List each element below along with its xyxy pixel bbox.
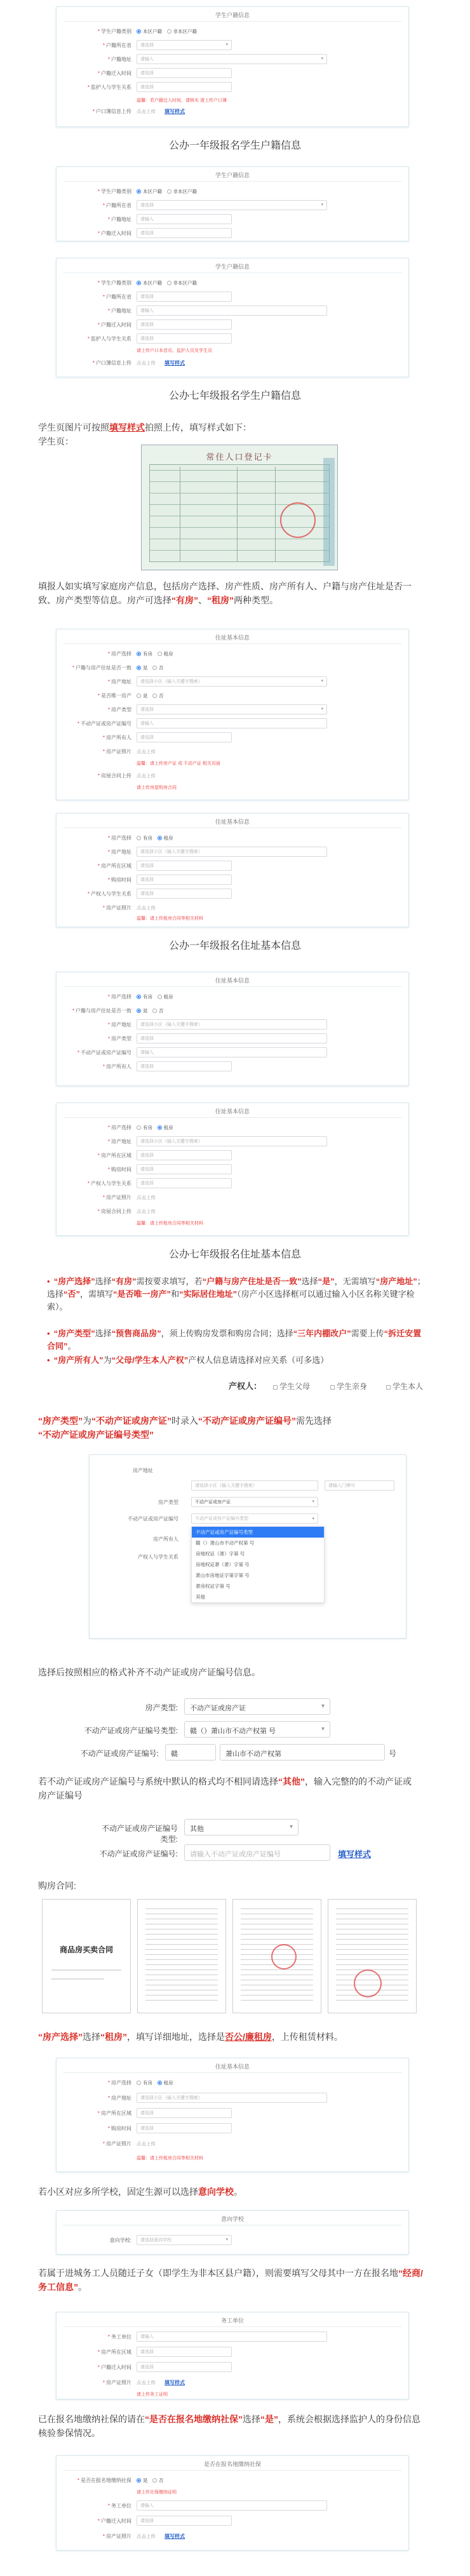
owner-label: 产权人：	[229, 1381, 262, 1391]
field-label: * 不动产证或房产证编号	[57, 720, 131, 727]
field-label: * 户籍迁入时间	[57, 230, 131, 237]
field-label: * 户籍所在省	[57, 202, 131, 209]
text-input[interactable]: 请输入	[137, 305, 327, 316]
cert-type-label: 不动产证或房产证编号类型:	[84, 1726, 178, 1735]
card-title: 住址基本信息	[215, 819, 250, 825]
work-para: 若属于进城务工人员随迁子女（即学生为非本区县户籍），则需要填写父母其中一方在报名地“经商/务工信息”。	[38, 2268, 423, 2292]
property-radio[interactable]: 有房 租房	[137, 835, 173, 842]
card-title: 住址基本信息	[215, 1108, 250, 1115]
type-select[interactable]: 请选择 ▾	[137, 704, 327, 714]
upload-text[interactable]: 点击上传	[137, 749, 156, 755]
dropdown-option[interactable]: 其他	[196, 1594, 205, 1600]
type-select[interactable]: 不动产证或房产证 ▾	[191, 1497, 318, 1507]
field-label: * 房产所有人	[57, 1063, 131, 1070]
field-label: * 房产所有人	[57, 734, 131, 741]
field-label: * 房产地址	[57, 1138, 131, 1145]
field-label: 房产类型	[158, 1499, 178, 1505]
caption: 公办一年级报名住址基本信息	[168, 941, 301, 951]
card-title: 意向学校	[220, 2216, 244, 2222]
cert-type-dropdown	[191, 1526, 325, 1603]
student-page-para: 学生页图片可按照填写样式拍照上传，填写样式如下： 学生页：	[38, 422, 252, 446]
chevron-down-icon: ▾	[225, 43, 228, 47]
upload-text[interactable]: 点击上传	[137, 1209, 156, 1214]
cert-prefix-input[interactable]: 赣	[165, 1744, 216, 1761]
owner-checkbox-parents[interactable]: 学生父母	[273, 1381, 310, 1392]
text-input[interactable]: 请输入	[137, 214, 232, 224]
card-title: 住址基本信息	[215, 977, 250, 984]
contract-page-image	[328, 1899, 417, 2013]
owner-select[interactable]: 请选择	[137, 732, 232, 742]
field-label: * 户籍地址	[57, 216, 131, 223]
hint-text: 请上传社保缴纳证明	[137, 2490, 177, 2495]
household-radio[interactable]: 本区户籍 非本区户籍	[137, 188, 197, 195]
sample-link[interactable]: 填写样式	[164, 109, 185, 114]
type-para: “房产类型”为“不动产证或房产证”时录入“不动产证或房产证编号”需先选择 “不动产证或房产证编号类型”	[38, 1416, 332, 1440]
field-label: * 房产证照片	[57, 2140, 131, 2147]
field-label: * 户籍地址	[57, 56, 131, 63]
field-label: * 购房时间	[57, 1166, 131, 1173]
sample-link[interactable]: 填写样式	[164, 2533, 185, 2539]
date-input[interactable]: 请选择	[137, 2123, 232, 2133]
field-label: 意向学校:	[109, 2237, 131, 2243]
sample-link[interactable]: 填写样式	[109, 422, 145, 433]
other-para: 若不动产证或房产证编号与系统中默认的格式均不相同请选择“其他”，输入完整的的不动产证或房产证编号	[38, 1776, 412, 1801]
cert-input[interactable]: 请输入	[137, 1047, 327, 1057]
field-label: * 房屋合同上传	[57, 1208, 131, 1215]
field-label: * 务工单位	[57, 2333, 131, 2340]
chevron-down-icon: ▾	[289, 1823, 293, 1830]
field-label: * 户口簿信息上传	[57, 359, 131, 366]
seal-stamp-icon	[354, 1969, 382, 1997]
property-radio[interactable]: 有房 租房	[137, 1124, 173, 1131]
field-label: * 房产所在区域	[57, 2110, 131, 2117]
other-type-select[interactable]: 其他 ▾	[184, 1819, 299, 1835]
field-label: * 户籍迁入时间	[57, 70, 131, 77]
form-card-rent	[56, 2058, 409, 2172]
date-input[interactable]: 请选择	[137, 875, 232, 885]
field-label: * 房屋合同上传	[57, 772, 131, 779]
upload-text[interactable]: 点击上传	[137, 773, 156, 779]
card-title: 住址基本信息	[215, 634, 250, 641]
area-select[interactable]: 请选择	[137, 1150, 232, 1160]
hint-text: 温馨：请上传房产证 或 不动产证 相关页面	[137, 761, 220, 766]
hukou-card-image	[141, 445, 338, 570]
other-no-label: 不动产证或房产证编号:	[99, 1849, 178, 1858]
field-label: 房产所有人	[153, 1536, 178, 1542]
select-input[interactable]: 请选择	[137, 82, 232, 92]
field-label: * 户口簿信息上传	[57, 108, 131, 115]
bullet-property-type: • “房产类型”选择“预售商品房”，须上传购房发票和购房合同；选择“三年内棚改户”需要上传“拆迁安置合同”。	[47, 1329, 422, 1351]
field-label: * 房产所在区域	[57, 862, 131, 869]
hint-text: 请上传房屋购房合同	[137, 786, 177, 790]
form-card-grade1-household-2	[56, 166, 409, 241]
area-select[interactable]: 请选择	[137, 861, 232, 871]
sample-link[interactable]: 填写样式	[164, 2380, 185, 2385]
field-label: * 房产证照片	[57, 1194, 131, 1201]
card-title: 学生户籍信息	[215, 264, 250, 270]
bullet-property-select: • “房产选择”选择“有房”需按要求填写，若“户籍与房产住址是否一致”选择“是”，无需填写“房产地址”；选择“否”，需填写“是否唯一房产”和“实际居住地址”（房产小区选择框可以通过输入小区名称关键字检索）。	[47, 1277, 426, 1311]
type-label: 房产类型:	[145, 1703, 178, 1712]
date-input[interactable]: 请选择	[137, 319, 232, 330]
field-label: 房产地址	[133, 1468, 153, 1473]
field-label: * 房产所在区域	[57, 2349, 131, 2356]
contract-cover-image	[42, 1899, 131, 2013]
form-card-grade7-residence-2	[56, 1103, 409, 1236]
address-select[interactable]: 请选择小区（输入关键字搜索）	[137, 1136, 327, 1146]
field-label: * 房产选择	[57, 993, 131, 1000]
upload-text[interactable]: 点击上传	[137, 360, 156, 366]
date-input[interactable]: 请选择	[137, 228, 232, 238]
dropdown-option[interactable]: 房地权证（萧）字第 号	[196, 1551, 245, 1557]
cert-input[interactable]: 请输入	[137, 718, 327, 728]
card-title: 学生户籍信息	[215, 12, 250, 18]
hukou-title: 常住人口登记卡	[206, 452, 273, 462]
field-label: * 房产地址	[57, 2095, 131, 2102]
property-radio[interactable]: 有房 租房	[137, 993, 173, 1000]
match-radio[interactable]: 是 否	[137, 1007, 164, 1014]
owner-checkbox-relative[interactable]: 学生亲身	[330, 1381, 367, 1392]
field-label: * 房产证照片	[57, 748, 131, 755]
field-label: * 房产选择	[57, 835, 131, 842]
form-card-grade7-residence	[56, 972, 409, 1086]
hint-text: 请上传户口本首页、监护人页及学生页	[137, 349, 212, 353]
field-label: * 房产证照片	[57, 904, 131, 911]
field-label: * 户籍与房产住址是否一致	[57, 664, 131, 671]
card-title: 学生户籍信息	[215, 172, 250, 178]
field-label: * 产权人与学生关系	[57, 1180, 131, 1187]
select-input[interactable]: 请选择 ▾	[137, 40, 232, 50]
hint-text: 温馨：请上传租房合同等相关材料	[137, 916, 203, 921]
field-label: * 房产地址	[57, 678, 131, 685]
sample-link[interactable]: 填写样式	[164, 360, 185, 366]
field-label: 不动产证或房产证编号	[128, 1516, 178, 1522]
area-select[interactable]: 请选择	[137, 2108, 232, 2118]
field-label: * 监护人与学生关系	[57, 335, 131, 342]
address-select[interactable]: 请选择小区（输入关键字搜索）	[191, 1480, 318, 1491]
select-para: 选择后按照相应的格式补齐不动产证或房产证编号信息。	[38, 1667, 260, 1677]
divider	[63, 21, 402, 22]
form-card-work	[56, 2312, 409, 2399]
household-radio[interactable]: 本区户籍 非本区户籍	[137, 279, 197, 286]
cert-suffix: 号	[389, 1749, 397, 1758]
dropdown-screenshot	[89, 1454, 406, 1639]
field-label: * 务工单位	[57, 2502, 131, 2509]
field-label: * 学生户籍类别	[57, 28, 131, 35]
chevron-down-icon: ▾	[321, 1726, 325, 1733]
form-card-grade1-household	[56, 6, 409, 127]
form-card-grade7-household	[56, 258, 409, 377]
field-label: * 户籍迁入时间	[57, 2518, 131, 2525]
form-card-grade1-residence-2	[56, 813, 409, 927]
chevron-down-icon: ▾	[321, 1703, 325, 1710]
upload-text[interactable]: 点击上传	[137, 2141, 156, 2147]
work-unit-input[interactable]: 请输入	[137, 2331, 327, 2342]
hint-text: 温馨：若户籍迁入时间，请核实 请上传户口簿	[137, 98, 227, 103]
contract-doc-title: 商品房买卖合同	[59, 1945, 113, 1954]
field-label: * 户籍迁入时间	[57, 321, 131, 328]
social-radio[interactable]: 是 否	[137, 2477, 164, 2484]
dropdown-option[interactable]: 萧山市房地证字第字第 号	[196, 1573, 250, 1578]
dropdown-option[interactable]: 萧房权证字第 号	[196, 1583, 231, 1589]
date-input[interactable]: 请选择	[137, 1164, 232, 1174]
dropdown-option[interactable]: 房地权证萧（萧）字第 号	[196, 1562, 250, 1567]
address-select[interactable]: 请选择小区（输入关键字搜索）	[137, 2093, 327, 2103]
other-type-label: 不动产证或房产证编号类型:	[101, 1824, 178, 1844]
chevron-down-icon: ▾	[321, 57, 323, 61]
cert-type-select[interactable]: 赣（）萧山市不动产权第 号 ▾	[184, 1721, 330, 1738]
field-label: * 房产证照片	[57, 2533, 131, 2540]
field-label: * 不动产证或房产证编号	[57, 1049, 131, 1056]
upload-text[interactable]: 点击上传	[137, 2533, 156, 2539]
date-input[interactable]: 请选择	[137, 2362, 232, 2372]
field-label: * 户籍迁入时间	[57, 2364, 131, 2371]
caption: 公办七年级报名住址基本信息	[168, 1249, 301, 1260]
field-label: * 房产地址	[57, 849, 131, 855]
field-label: * 房产选择	[57, 650, 131, 657]
form-card-grade1-residence	[56, 629, 409, 800]
field-label: * 学生户籍类别	[57, 279, 131, 286]
contract-page-image	[137, 1899, 226, 2013]
field-label: * 购房时间	[57, 876, 131, 883]
field-label: * 户籍所在省	[57, 42, 131, 49]
hint-text: 请上传务工证明	[137, 2392, 168, 2397]
field-label: 产权人与学生关系	[138, 1554, 178, 1560]
card-title: 住址基本信息	[215, 2063, 250, 2070]
radio-dot-icon	[137, 29, 141, 34]
hint-text: 温馨：请上传租房合同等相关材料	[137, 2156, 203, 2161]
upload-text[interactable]: 点击上传	[137, 1195, 156, 1200]
dropdown-option[interactable]: 赣（）萧山市不动产权第 号	[196, 1540, 255, 1546]
form-card-school	[56, 2210, 409, 2255]
select-input[interactable]: 请选择	[137, 333, 232, 344]
property-radio[interactable]: 有房 租房	[137, 650, 173, 657]
select-input[interactable]: 请选择 ▾	[137, 200, 327, 210]
caption: 公办一年级报名学生户籍信息	[168, 140, 301, 151]
seal-stamp-icon	[280, 502, 316, 538]
field-label: * 户籍与房产住址是否一致	[57, 1007, 131, 1014]
text-input[interactable]: 请输入 ▾	[137, 54, 327, 64]
sample-link[interactable]: 填写样式	[338, 1849, 372, 1859]
cert-type-select[interactable]: 不动产证或房产证编号类型 ▴	[191, 1513, 318, 1524]
bullet-property-owner: • “房产所有人”为“父母/学生本人产权”产权人信息请选择对应关系（可多选）	[47, 1355, 329, 1365]
seal-stamp-icon	[271, 1944, 297, 1969]
upload-text[interactable]: 点击上传	[137, 905, 156, 911]
field-label: * 房产选择	[57, 2079, 131, 2086]
caption: 公办七年级报名学生户籍信息	[168, 391, 301, 401]
hint-text: 温馨：请上传租房合同等相关材料	[137, 1221, 203, 1226]
other-number-input[interactable]: 请输入不动产证或房产证编号	[184, 1844, 330, 1861]
field-label: * 学生户籍类别	[57, 188, 131, 195]
field-label: * 房产证照片	[57, 2379, 131, 2386]
relation-select[interactable]: 请选择	[137, 1178, 232, 1188]
fill-para: 填报人如实填写家庭房产信息，包括房产选择、房产性质、房产所有人、户籍与房产住址是否一致、房产类型等信息。房产可选择“有房”、“租房”两种类型。	[38, 581, 412, 605]
field-label: * 产权人与学生关系	[57, 890, 131, 897]
date-input[interactable]: 请选择	[137, 68, 232, 78]
school-select[interactable]: 请选择意向学校 ▾	[137, 2235, 232, 2245]
field-label: * 是否在报名地缴纳社保	[57, 2477, 131, 2484]
field-label: * 房产所在区域	[57, 1152, 131, 1159]
cert-no-label: 不动产证或房产证编号:	[80, 1749, 159, 1758]
card-title: 是否在报名地缴纳社保	[203, 2461, 261, 2467]
address-select[interactable]: 请选择小区（输入关键字搜索）	[137, 1019, 327, 1030]
upload-text[interactable]: 点击上传	[137, 109, 156, 114]
contract-title: 购房合同:	[38, 1881, 76, 1891]
field-label: * 房产类型	[57, 706, 131, 713]
owner-checkbox-self[interactable]: 学生本人	[386, 1381, 423, 1392]
dropdown-option[interactable]: 不动产证或房产证编号类型	[192, 1527, 324, 1538]
area-select[interactable]: 请选择	[137, 2347, 232, 2357]
address-select[interactable]: 请选择小区（输入关键字搜索） ▾	[137, 676, 327, 687]
field-label: * 房产地址	[57, 1021, 131, 1028]
household-radio[interactable]: 本区户籍 非本区户籍	[137, 28, 197, 35]
select-input[interactable]: 请选择	[137, 292, 232, 302]
form-card-social	[56, 2455, 409, 2551]
address-select[interactable]: 请选择小区（输入关键字搜索）	[137, 847, 327, 857]
type-select[interactable]: 请选择	[137, 1033, 327, 1043]
social-para: 已在报名地缴纳社保的请在“是否在报名地缴纳社保”选择“是”，系统会根据选择监护人的身份信息核验参保情况。	[38, 2414, 420, 2438]
field-label: * 房产类型	[57, 1035, 131, 1042]
card-title: 务工单位	[220, 2318, 244, 2324]
rent-para: “房产选择”选择“租房”，填写详细地址，选择是否公/廉租房，上传租赁材料。	[38, 2032, 343, 2042]
room-input[interactable]: 请输入门牌号	[325, 1480, 394, 1491]
field-label: * 监护人与学生关系	[57, 84, 131, 91]
date-input[interactable]: 请选择	[137, 2516, 232, 2526]
field-label: * 是否唯一房产	[57, 692, 131, 699]
contract-page-image	[232, 1899, 321, 2013]
relation-select[interactable]: 请选择	[137, 889, 232, 899]
field-label: * 户籍地址	[57, 307, 131, 314]
owner-select[interactable]: 请选择	[137, 1061, 232, 1071]
work-unit-input[interactable]: 请输入	[137, 2500, 327, 2511]
cert-number-input[interactable]: 萧山市不动产权第	[220, 1744, 385, 1761]
property-radio[interactable]: 有房 租房	[137, 2079, 173, 2086]
match-radio[interactable]: 是 否	[137, 664, 164, 671]
school-para: 若小区对应多所学校，固定生源可以选择意向学校。	[38, 2187, 243, 2197]
unique-radio[interactable]: 是 否	[137, 692, 164, 699]
type-select[interactable]: 不动产证或房产证 ▾	[184, 1698, 330, 1715]
upload-text[interactable]: 点击上传	[137, 2380, 156, 2385]
field-label: * 房产选择	[57, 1124, 131, 1131]
field-label: * 购房时间	[57, 2125, 131, 2132]
field-label: * 户籍所在省	[57, 293, 131, 300]
